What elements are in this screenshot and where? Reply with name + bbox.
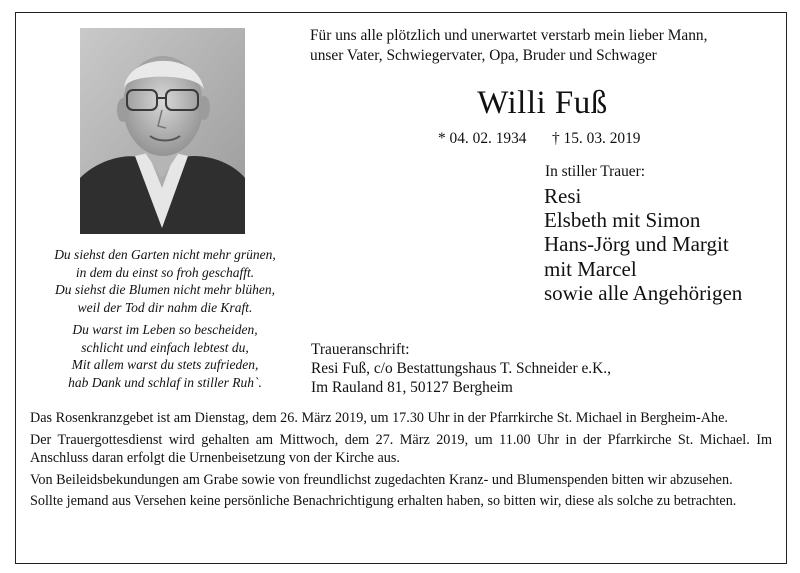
intro-line: Für uns alle plötzlich und unerwartet verstarb mein lieber Mann,: [310, 27, 708, 44]
mourner-line: Resi: [544, 184, 582, 208]
address-line: Im Rauland 81, 50127 Bergheim: [311, 379, 513, 396]
birth-date: * 04. 02. 1934: [438, 130, 527, 147]
address-line: Traueranschrift:: [311, 341, 410, 358]
mourners-list: [544, 184, 742, 305]
service-information: [30, 409, 772, 514]
poem-line: Du siehst die Blumen nicht mehr blühen,: [54, 282, 276, 298]
notification-paragraph: Sollte jemand aus Versehen keine persönliche Benachrichtigung erhalten haben, so bitten wir, diese als solche zu betrachten.: [30, 493, 737, 510]
mourner-line: mit Marcel: [544, 256, 637, 281]
poem-line: Du warst im Leben so bescheiden,: [72, 322, 258, 337]
poem-stanza-2: [30, 321, 300, 391]
poem-line: schlicht und einfach lebtest du,: [81, 339, 249, 355]
poem-line: in dem du einst so froh geschafft.: [75, 264, 255, 280]
funeral-service-paragraph: Der Trauergottesdienst wird gehalten am Mittwoch, dem 27. März 2019, um 11.00 Uhr in der Pfarrkirche St. Michael. Im Anschluss daran erfolgt die Urnenbeisetzung von der Kirche aus.: [30, 431, 772, 466]
death-date: † 15. 03. 2019: [552, 130, 641, 147]
mourner-line: Elsbeth mit Simon: [544, 208, 701, 233]
poem-line: Mit allem warst du stets zufrieden,: [71, 357, 259, 373]
mourning-label: In stiller Trauer:: [545, 163, 646, 180]
deceased-name: Willi Fuß: [477, 85, 608, 121]
condolences-paragraph: Von Beileidsbekundungen am Grabe sowie von freundlichst zugedachten Kranz- und Blumenspenden bitten wir abzusehen.: [30, 471, 733, 488]
rosary-paragraph: Das Rosenkranzgebet ist am Dienstag, dem 26. März 2019, um 17.30 Uhr in der Pfarrkirche St. Michael in Bergheim-Ahe.: [30, 410, 728, 426]
mourner-line: sowie alle Angehörigen: [544, 280, 743, 305]
poem-line: Du siehst den Garten nicht mehr grünen,: [54, 247, 276, 262]
mourner-line: Hans-Jörg und Margit: [544, 232, 729, 257]
poem-line: weil der Tod dir nahm die Kraft.: [77, 299, 253, 315]
address-line: Resi Fuß, c/o Bestattungshaus T. Schneider e.K.,: [311, 360, 611, 377]
intro-text: [310, 26, 775, 66]
poem-stanza-1: [30, 246, 300, 316]
intro-line: unser Vater, Schwiegervater, Opa, Bruder und Schwager: [310, 47, 657, 64]
portrait-photo: [80, 28, 245, 234]
mourning-address: [311, 340, 611, 397]
poem-line: hab Dank und schlaf in stiller Ruh`.: [68, 374, 262, 390]
